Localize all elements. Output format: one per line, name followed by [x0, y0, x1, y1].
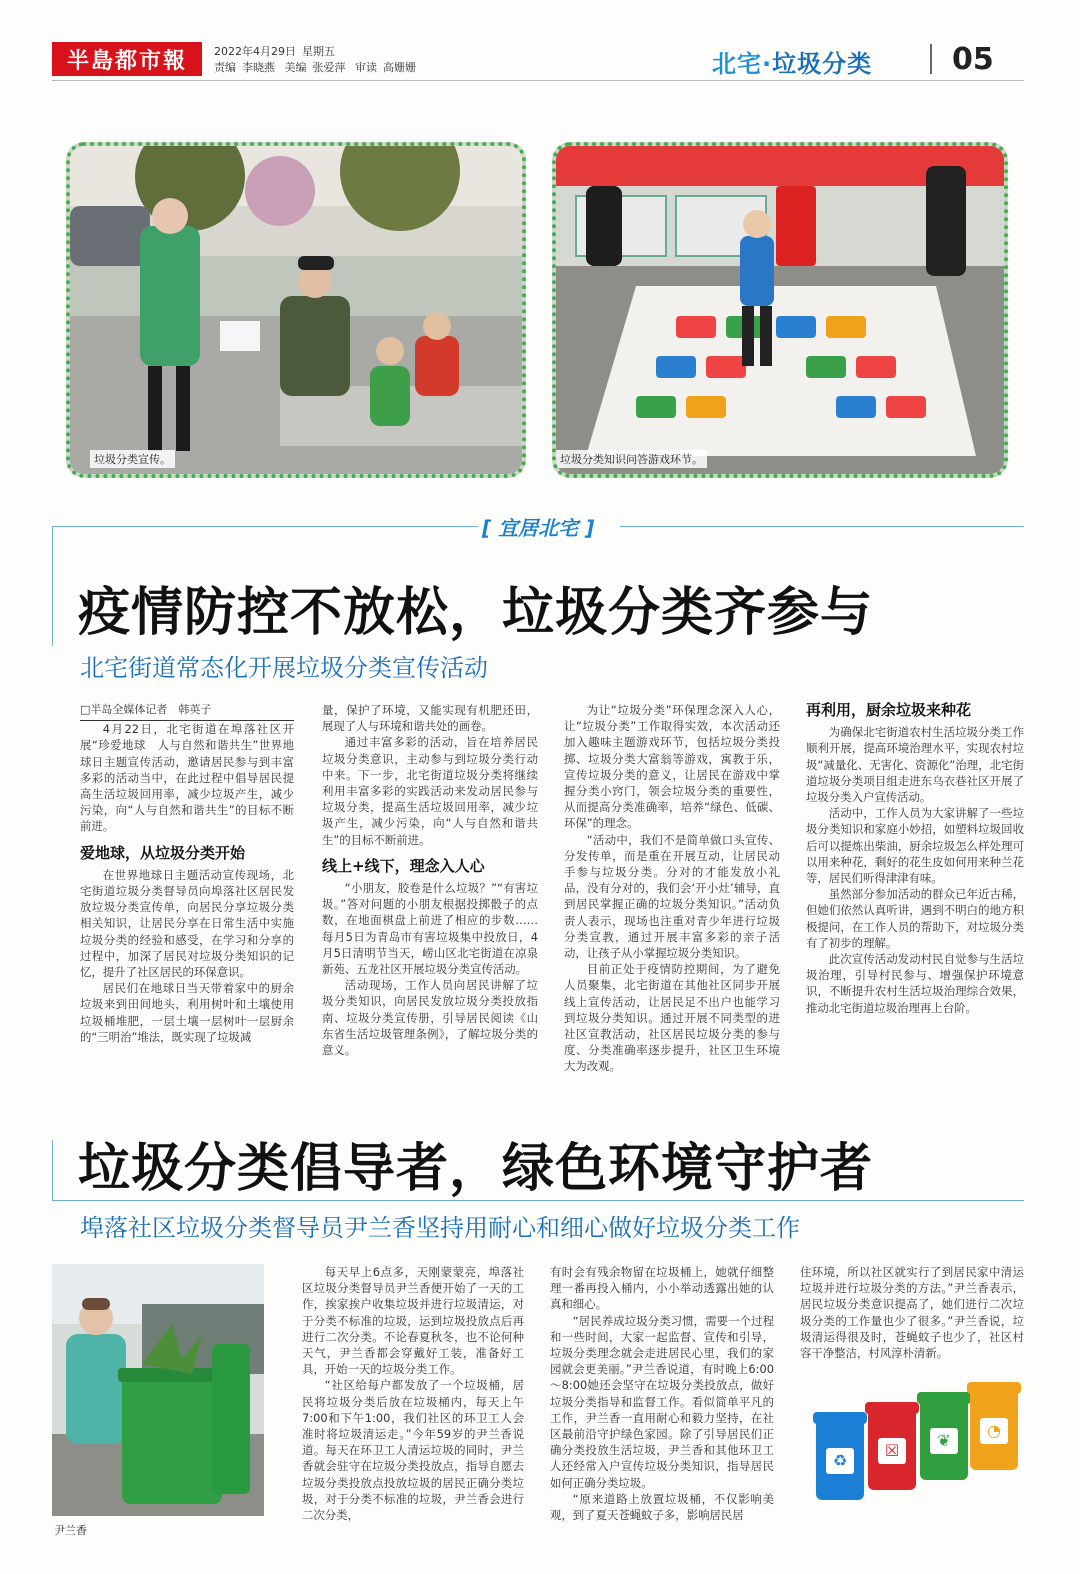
article1-subheading: 爱地球，从垃圾分类开始	[80, 843, 246, 862]
article1-paragraph: 量，保护了环境，又能实现有机肥还田，展现了人与环境和谐共处的画卷。	[322, 703, 538, 734]
article2-column-1	[302, 1264, 524, 1523]
proofreader-name: 高姗姗	[383, 61, 416, 74]
section-title-dot: ·	[762, 50, 773, 78]
article1-paragraph: 虽然部分参加活动的群众已年近古稀，但她们依然认真听讲，遇到不明白的地方积极提问，在工作人员的帮助下，对垃圾分类有了初步的理解。	[806, 887, 1024, 950]
article1-paragraph: 活动中，工作人员为大家讲解了一些垃圾分类知识和家庭小妙招，如塑料垃圾回收后可以提炼出柴油，厨余垃圾怎么样处理可以用来种花，剩好的花生皮如何用来种兰花等，居民们听得津津有味。	[806, 806, 1024, 886]
kitchen-icon: ❦	[930, 1428, 958, 1454]
article1-paragraph: 活动现场，工作人员向居民讲解了垃圾分类知识，向居民发放垃圾分类投放指南、垃圾分类宣传册，引导居民阅读《山东省生活垃圾管理条例》，了解垃圾分类的意义。	[322, 978, 538, 1058]
article1-column-1	[80, 702, 294, 1045]
newspaper-logo: 半島都市報	[52, 42, 202, 76]
other-icon: ◔	[980, 1418, 1008, 1444]
photo-quiz-game-image	[556, 146, 1004, 474]
section-title-b: 垃圾分类	[772, 50, 873, 78]
article1-paragraph: 在世界地球日主题活动宣传现场，北宅街道垃圾分类督导员向埠落社区居民发放垃圾分类宣传单，向居民分享垃圾分类相关知识，让居民分享在日常生活中实施垃圾分类的经验和感受，在学习和分享的过程中，加深了居民对垃圾分类知识的记忆，提升了社区居民的环保意识。	[80, 867, 294, 980]
article1-paragraph: 居民们在地球日当天带着家中的厨余垃圾来到田间地头，利用树叶和土壤使用垃圾桶堆肥，一层土壤一层树叶一层厨余的“三明治”堆法，既实现了垃圾减	[80, 981, 294, 1044]
article1-paragraph: 为让“垃圾分类”环保理念深入人心，让“垃圾分类”工作取得实效，本次活动还加入趣味主题游戏环节，包括垃圾分类投掷、垃圾分类大富翁等游戏，寓教于乐，宣传垃圾分类的意义，让居民在游戏中掌握分类小窍门，领会垃圾分类的重要性，从而提高分类准确率，培养“绿色、低碳、环保”的理念。	[564, 703, 780, 831]
article1-subtitle: 北宅街道常态化开展垃圾分类宣传活动	[80, 654, 488, 682]
section-title-a: 北宅	[712, 50, 762, 78]
article1-paragraph: 通过丰富多彩的活动，旨在培养居民垃圾分类意识，主动参与到垃圾分类行动中来。下一步，北宅街道垃圾分类将继续利用丰富多彩的实践活动来发动居民参与垃圾分类，提高生活垃圾回用率，减少垃圾产生，减少污染，向“人与自然和谐共生”的目标不断前进。	[322, 735, 538, 847]
article1-subheading: 线上+线下，理念入人心	[322, 856, 485, 875]
article1-paragraph: “活动中，我们不是简单做口头宣传、分发传单，而是重在开展互动，让居民动手参与垃圾分类。分对的才能发放小礼品，没有分对的，我们会‘开小灶’辅导，直到居民掌握正确的垃圾分类知识。”活动负责人表示，现场也注重对青少年进行垃圾分类宣教，通过开展丰富多彩的亲子活动，让孩子从小掌握垃圾分类知识。	[564, 832, 780, 961]
photo-caption-left: 垃圾分类宣传。	[90, 450, 175, 468]
designer-label: 美编	[284, 61, 307, 74]
bin-lid	[967, 1382, 1021, 1394]
issue-date: 2022年4月29日	[214, 45, 296, 58]
tag-rule-left	[52, 526, 478, 527]
article2-paragraph: 有时会有残余物留在垃圾桶上，她就仔细整理一番再投入桶内，小小举动透露出她的认真和细心。	[550, 1265, 774, 1312]
issue-meta	[214, 44, 422, 76]
header-rule	[52, 80, 1024, 81]
portrait-photo-image	[52, 1264, 264, 1516]
issue-weekday: 星期五	[302, 45, 335, 58]
bin-hazardous	[868, 1410, 916, 1490]
photo-promotion-image	[70, 146, 522, 474]
article2-rule-vertical	[52, 1140, 53, 1200]
proof-label: 审读	[355, 61, 377, 74]
photo-promotion	[66, 142, 526, 478]
article2-column-2	[550, 1264, 774, 1523]
sorting-bins-illustration	[810, 1380, 1024, 1510]
bin-lid	[865, 1402, 919, 1414]
recycle-icon: ♻	[826, 1448, 854, 1474]
article2-paragraph: 每天早上6点多，天刚蒙蒙亮，埠落社区垃圾分类督导员尹兰香便开始了一天的工作，挨家挨户收集垃圾并进行垃圾清运，对于分类不标准的垃圾，运到垃圾投放点后再进行二次分类。不论春夏秋冬，也不论何种天气，尹兰香都会穿戴好工装，准备好工具，开始一天的垃圾分类工作。	[302, 1265, 524, 1377]
article2-title: 垃圾分类倡导者，绿色环境守护者	[78, 1139, 874, 1199]
column-tag-text: 宜居北宅	[498, 516, 579, 540]
portrait-photo	[52, 1264, 264, 1516]
article1-paragraph: “小朋友，胶卷是什么垃圾？”“有害垃圾。”答对问题的小朋友根据投掷骰子的点数，在地面棋盘上前进了相应的步数……每月5日为青岛市有害垃圾集中投放日，4月5日清明节当天，崂山区北宅街道在凉泉新苑、五龙社区开展垃圾分类宣传活动。	[322, 881, 538, 977]
portrait-caption: 尹兰香	[54, 1524, 87, 1537]
editor-label: 责编	[214, 61, 236, 74]
article2-paragraph: “原来道路上放置垃圾桶，不仅影响美观，到了夏天苍蝇蚊子多，影响居民居	[550, 1491, 774, 1523]
photo-caption-right: 垃圾分类知识问答游戏环节。	[556, 450, 707, 468]
article1-column-4	[806, 702, 1024, 1016]
article1-paragraph: 4月22日，北宅街道在埠落社区开展“珍爱地球 人与自然和谐共生”世界地球日主题宣传活动，邀请居民参与到丰富多彩的活动当中，在此过程中倡导居民提高生活垃圾回用率，减少垃圾产生，减少污染，向“人与自然和谐共生”的目标不断前进。	[80, 722, 294, 834]
article1-title: 疫情防控不放松，垃圾分类齐参与	[78, 583, 874, 643]
article2-subtitle: 埠落社区垃圾分类督导员尹兰香坚持用耐心和细心做好垃圾分类工作	[80, 1214, 800, 1242]
article2-paragraph: 住环境，所以社区就实行了到居民家中清运垃圾并进行垃圾分类的方法。”尹兰香表示，居民垃圾分类意识提高了，她们进行二次垃圾分类的工作量也少了很多。”尹兰香说，垃圾清运得很及时，苍蝇蚊子也少了，社区村容干净整洁，村风淳朴清新。	[800, 1265, 1024, 1361]
tag-rule-right	[620, 526, 1024, 527]
designer-name: 张爱萍	[312, 61, 346, 74]
article1-column-2	[322, 702, 538, 1058]
bin-other	[970, 1390, 1018, 1470]
tag-rule-vertical	[52, 526, 53, 646]
page-number: 05	[952, 42, 994, 77]
bin-lid	[917, 1392, 971, 1404]
photo-quiz-game	[552, 142, 1008, 478]
section-title	[712, 44, 872, 79]
article1-column-3	[564, 702, 780, 1075]
article1-paragraph: 此次宣传活动发动村民自觉参与生活垃圾治理，引导村民参与、增强保护环境意识，不断提升农村生活垃圾治理综合效果，推动北宅街道垃圾治理再上台阶。	[806, 952, 1024, 1015]
header-divider	[930, 44, 932, 74]
bin-recyclable	[816, 1420, 864, 1500]
bin-kitchen	[920, 1400, 968, 1480]
editor-name: 李晓燕	[242, 61, 275, 74]
article1-paragraph: 为确保北宅街道农村生活垃圾分类工作顺利开展，提高环境治理水平，实现农村垃圾“减量化、无害化、资源化”治理，北宅街道垃圾分类项目组走进东乌衣巷社区开展了垃圾分类入户宣传活动。	[806, 725, 1024, 805]
article1-paragraph: 目前正处于疫情防控期间，为了避免人员聚集，北宅街道在其他社区同步开展线上宣传活动，让居民足不出户也能学习到垃圾分类知识。通过开展不同类型的进社区宣教活动，社区居民垃圾分类的参与度、分类准确率逐步提升，社区卫生环境大为改观。	[564, 962, 780, 1074]
article2-column-3	[800, 1264, 1024, 1361]
article2-paragraph: “社区给每户都发放了一个垃圾桶，居民将垃圾分类后放在垃圾桶内，每天上午7:00和下午1:00，我们社区的环卫工人会准时将垃圾清运走。”今年59岁的尹兰香说道。每天在环卫工人清运垃圾的同时，尹兰香就会驻守在垃圾分类投放点，指导自愿去垃圾分类投放点投放垃圾的居民正确分类垃圾，对于分类不标准的垃圾，尹兰香会进行二次分类，	[302, 1378, 524, 1523]
hazard-icon: ☒	[878, 1438, 906, 1464]
article1-subheading: 再利用，厨余垃圾来种花	[806, 701, 972, 719]
article1-byline: □半岛全媒体记者 韩英子	[80, 702, 294, 721]
article2-paragraph: “居民养成垃圾分类习惯，需要一个过程和一些时间，大家一起监督、宣传和引导，垃圾分类理念就会走进居民心里，我们的家园就会更美丽。”尹兰香说道，有时晚上6:00～8:00她还会坚守在垃圾分类投放点，做好垃圾分类指导和监督工作。看似简单平凡的工作，尹兰香一直用耐心和毅力坚持，在社区最前沿守护绿色家园。除了引导居民们正确分类投放生活垃圾，尹兰香和其他环卫工人还经常入户宣传垃圾分类知识，指导居民如何正确分类垃圾。	[550, 1313, 774, 1490]
column-tag: [ 宜居北宅 ]	[482, 516, 595, 540]
bin-lid	[813, 1412, 867, 1424]
